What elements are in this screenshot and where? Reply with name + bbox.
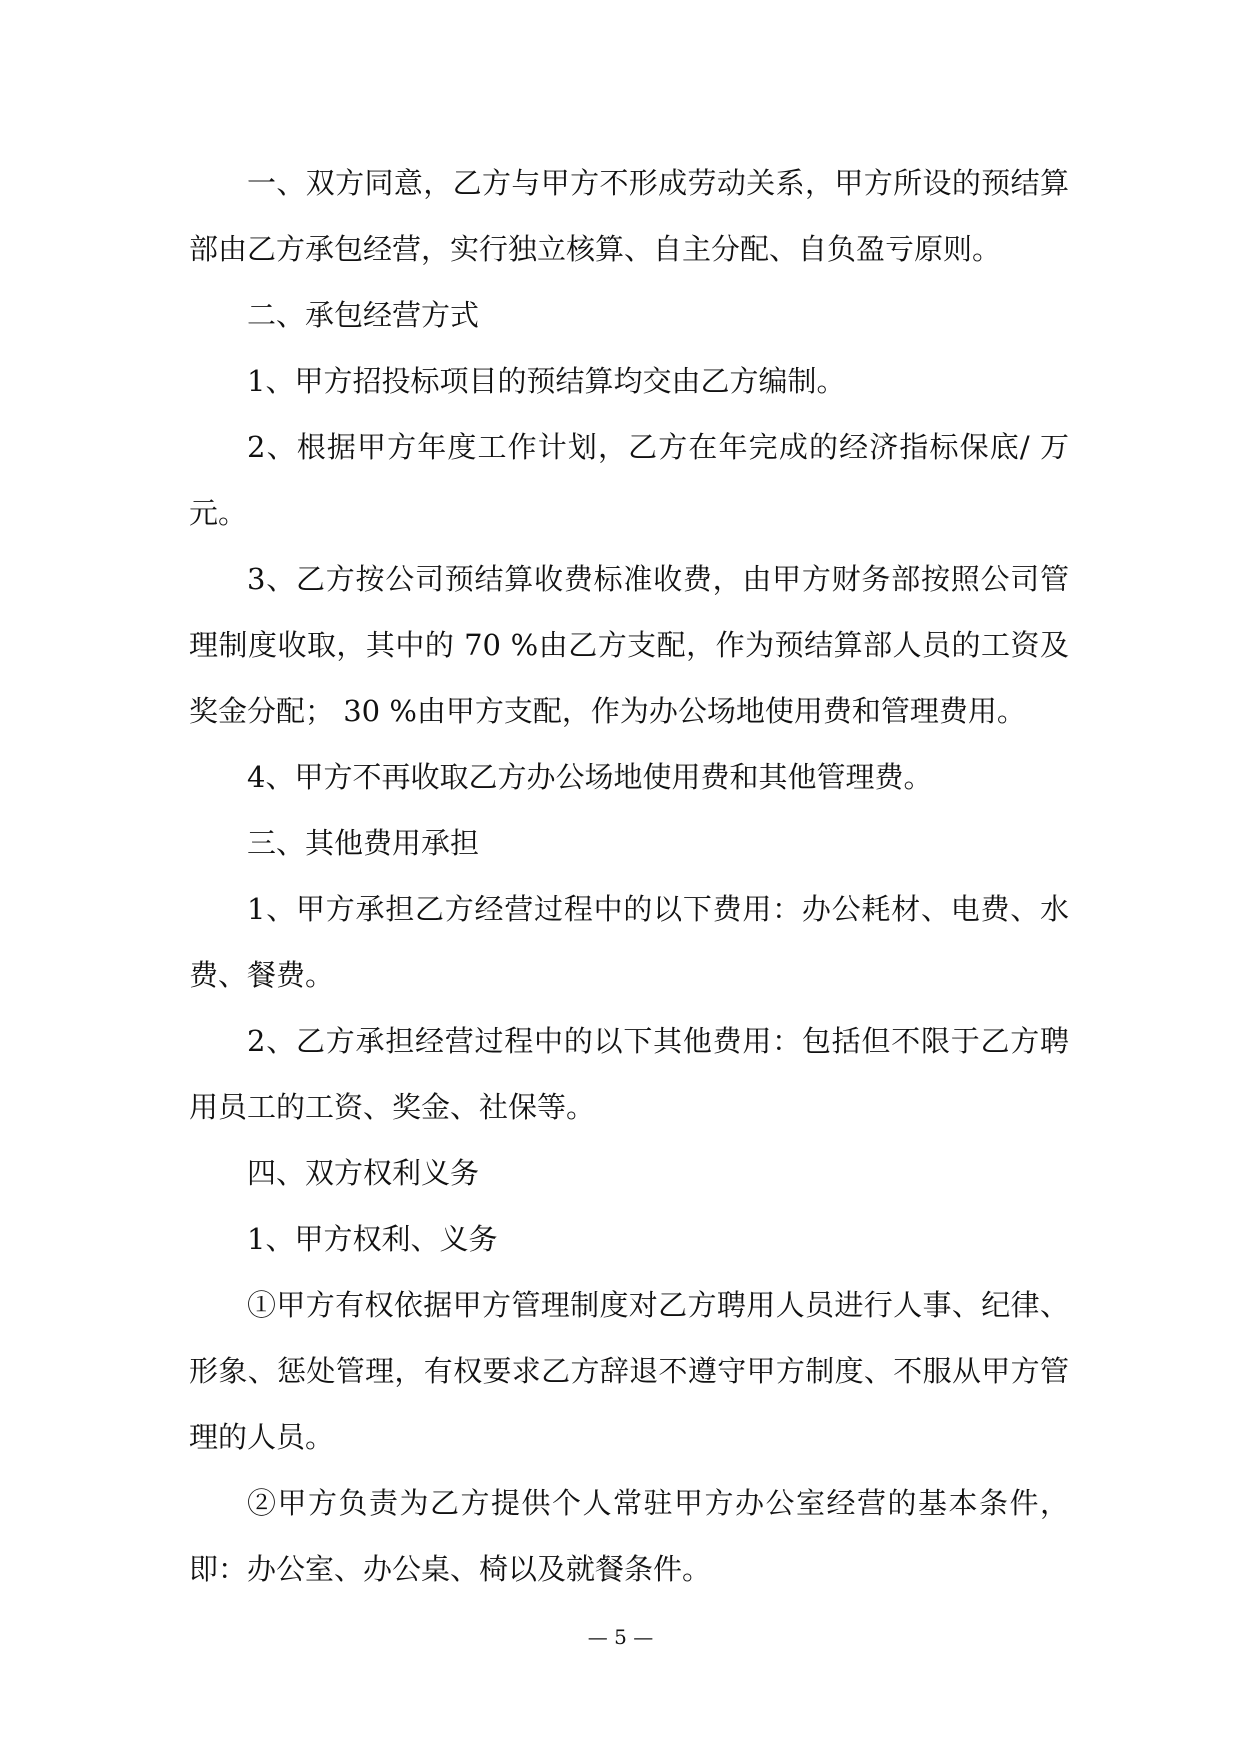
paragraph-no-other-fees: 4、甲方不再收取乙方办公场地使用费和其他管理费。 xyxy=(247,760,933,794)
paragraph-bidding-projects: 1、甲方招投标项目的预结算均交由乙方编制。 xyxy=(247,364,846,398)
paragraph-party-a-management: ①甲方有权依据甲方管理制度对乙方聘用人员进行人事、纪律、形象、惩处管理，有权要求乙方辞退不遵守甲方制度、不服从甲方管理的人员。 xyxy=(189,1288,1069,1454)
paragraph-fee-split: 3、乙方按公司预结算收费标准收费，由甲方财务部按照公司管理制度收取，其中的 70 %由乙方支配，作为预结算部人员的工资及奖金分配； 30 %由甲方支配，作为办公场地使用费和管理费用。 xyxy=(189,562,1069,728)
page-number: — 5 — xyxy=(587,1625,654,1649)
paragraph-party-a-costs: 1、甲方承担乙方经营过程中的以下费用：办公耗材、电费、水费、餐费。 xyxy=(189,892,1069,992)
paragraph-annual-target: 2、根据甲方年度工作计划，乙方在年完成的经济指标保底/ 万元。 xyxy=(189,430,1069,530)
paragraph-agreement-relationship: 一、双方同意，乙方与甲方不形成劳动关系，甲方所设的预结算部由乙方承包经营，实行独立核算、自主分配、自负盈亏原则。 xyxy=(189,166,1069,266)
subheading-party-a-rights: 1、甲方权利、义务 xyxy=(247,1222,498,1256)
document-body xyxy=(189,150,1069,1602)
paragraph-party-a-office: ②甲方负责为乙方提供个人常驻甲方办公室经营的基本条件，即：办公室、办公桌、椅以及就餐条件。 xyxy=(189,1486,1069,1586)
paragraph-party-b-costs: 2、乙方承担经营过程中的以下其他费用：包括但不限于乙方聘用员工的工资、奖金、社保等。 xyxy=(189,1024,1069,1124)
heading-other-costs: 三、其他费用承担 xyxy=(247,826,480,860)
heading-contract-method: 二、承包经营方式 xyxy=(247,298,480,332)
heading-rights-obligations: 四、双方权利义务 xyxy=(247,1156,480,1190)
